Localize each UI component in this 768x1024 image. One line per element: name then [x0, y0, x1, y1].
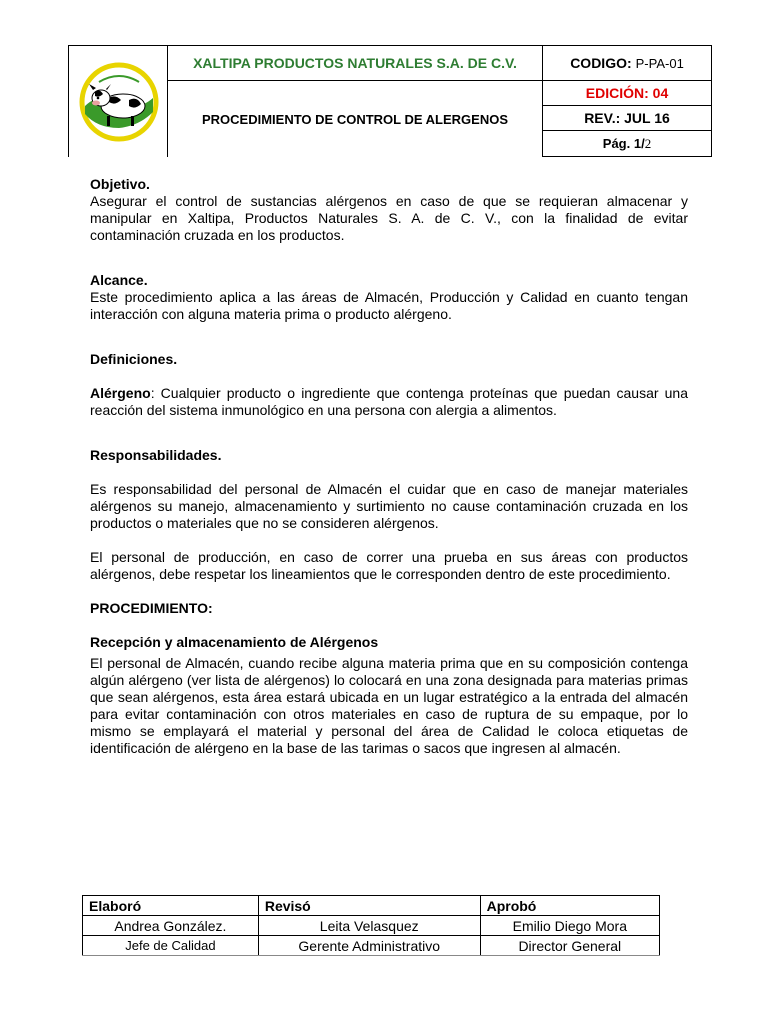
edition-label: EDICIÓN: 04 [543, 81, 712, 106]
cow-logo-icon [79, 62, 159, 142]
page-prefix: Pág. 1/ [602, 136, 645, 151]
signature-table [82, 895, 660, 956]
code-value: P-PA-01 [635, 55, 684, 71]
company-name: XALTIPA PRODUCTOS NATURALES S.A. DE C.V. [168, 46, 543, 81]
definiciones-heading: Definiciones. [90, 351, 178, 367]
aprobo-name: Emilio Diego Mora [480, 916, 659, 936]
logo-cell [69, 46, 168, 157]
reviso-role: Gerente Administrativo [258, 936, 480, 956]
alergeno-definition [90, 385, 688, 419]
elaboro-name: Andrea González. [83, 916, 259, 936]
signature-header-row [83, 896, 660, 916]
objetivo-text: Asegurar el control de sustancias alérgenos en caso de que se requieran almacenar y manipular en Xaltipa, Productos Naturales S. A. de C. V., con la finalidad de evitar contaminación cruzada en los productos. [90, 193, 688, 243]
responsabilidades-text-1: Es responsabilidad del personal de Almacén el cuidar que en caso de manejar materiales alérgenos su manejo, almacenamiento y surtimiento no cause contaminación cruzada en los productos o materiales que no se consideren alérgenos. [90, 481, 688, 531]
alergeno-text: : Cualquier producto o ingrediente que contenga proteínas que puedan causar una reacción del sistema inmunológico en una persona con alergia a alimentos. [90, 385, 688, 418]
recepcion-heading: Recepción y almacenamiento de Alérgenos [90, 634, 379, 650]
signature-roles-row [83, 936, 660, 956]
procedure-title: PROCEDIMIENTO DE CONTROL DE ALERGENOS [168, 81, 543, 157]
document-body [90, 176, 688, 757]
elaboro-header: Elaboró [83, 896, 259, 916]
page-number [543, 131, 712, 157]
recepcion-text: El personal de Almacén, cuando recibe alguna materia prima que en su composición contenga algún alérgeno (ver lista de alérgenos) lo colocará en una zona designada para materias primas que sean alérgenos, esta área estará ubicada en un lugar estratégico a la entrada del almacén para evitar contaminación con otros materiales en caso de ruptura de su empaque, por lo mismo se emplayará el material y personal del área de Calidad le coloca etiquetas de identificación de alérgeno en la base de las tarimas o sacos que ingresen al almacén. [90, 655, 688, 756]
aprobo-role: Director General [480, 936, 659, 956]
objetivo-heading: Objetivo. [90, 176, 150, 192]
code-cell [543, 46, 712, 81]
reviso-name: Leita Velasquez [258, 916, 480, 936]
alergeno-term: Alérgeno [90, 385, 151, 401]
procedimiento-heading: PROCEDIMIENTO: [90, 600, 213, 616]
document-header [68, 45, 712, 157]
responsabilidades-heading: Responsabilidades. [90, 447, 222, 463]
alcance-text: Este procedimiento aplica a las áreas de Almacén, Producción y Calidad en cuanto tengan interacción con alguna materia prima o producto alérgeno. [90, 289, 688, 322]
page-total: 2 [644, 135, 652, 151]
signature-names-row [83, 916, 660, 936]
code-label: CODIGO: [570, 55, 632, 71]
revision-label: REV.: JUL 16 [543, 106, 712, 131]
alcance-heading: Alcance. [90, 272, 148, 288]
responsabilidades-text-2: El personal de producción, en caso de correr una prueba en sus áreas con productos alérgenos, debe respetar los lineamientos que le corresponden dentro de este procedimiento. [90, 549, 688, 582]
aprobo-header: Aprobó [480, 896, 659, 916]
reviso-header: Revisó [258, 896, 480, 916]
elaboro-role: Jefe de Calidad [83, 936, 259, 956]
